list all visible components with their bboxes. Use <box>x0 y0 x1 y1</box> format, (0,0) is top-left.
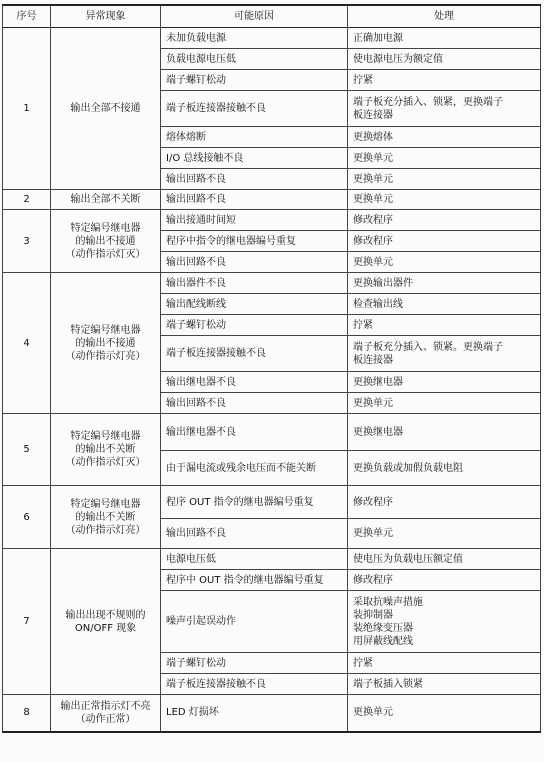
action-line: 修改程序 <box>353 214 393 226</box>
action-line: 更换单元 <box>353 528 393 539</box>
row-number-cell <box>3 549 51 695</box>
action-cell <box>348 570 541 591</box>
action-cell <box>348 273 541 294</box>
row-number-cell <box>3 695 51 732</box>
cause-text: I/O 总线接触不良 <box>166 152 244 164</box>
symptom-cell <box>51 695 161 732</box>
cause-text: 程序中指令的继电器编号重复 <box>166 235 296 247</box>
action-cell <box>348 91 541 127</box>
cause-text: 程序 OUT 指令的继电器编号重复 <box>166 496 314 508</box>
cause-text: 熔体熔断 <box>166 131 206 143</box>
table-row <box>3 273 541 294</box>
symptom-cell <box>51 273 161 414</box>
cause-text: LED 灯损坏 <box>166 707 219 719</box>
action-cell <box>348 674 541 695</box>
action-cell <box>348 393 541 414</box>
cause-cell <box>161 148 348 169</box>
symptom-line: 的输出不关断 <box>75 511 136 523</box>
action-cell <box>348 519 541 549</box>
row-number: 7 <box>23 616 30 627</box>
cause-text: 端子螺钉松动 <box>166 319 226 331</box>
symptom-line: （动作指示灯灭） <box>65 457 146 468</box>
row-number: 2 <box>23 194 30 205</box>
action-cell <box>348 695 541 732</box>
action-line: 更换输出器件 <box>353 277 413 289</box>
cause-cell <box>161 315 348 336</box>
action-cell <box>348 549 541 570</box>
action-line: 更换单元 <box>353 152 393 164</box>
row-number: 3 <box>23 235 30 247</box>
cause-text: 输出继电器不良 <box>166 376 236 388</box>
cause-text: 输出回路不良 <box>166 256 226 268</box>
cause-text: 未加负载电源 <box>166 32 226 44</box>
action-line: 使电压为负载电压额定值 <box>353 553 463 565</box>
action-line: 端子板插入锁紧 <box>353 678 423 690</box>
action-line: 更换单元 <box>353 194 393 205</box>
symptom-line: 特定编号继电器 <box>70 431 141 442</box>
action-line: 拧紧 <box>353 657 373 669</box>
row-number: 1 <box>23 103 30 114</box>
action-line: 拧紧 <box>353 319 373 331</box>
cause-text: 输出回路不良 <box>166 528 226 539</box>
action-cell <box>348 372 541 393</box>
action-cell <box>348 591 541 653</box>
symptom-line: （动作指示灯亮） <box>65 524 146 536</box>
action-line: 拧紧 <box>353 74 373 86</box>
symptom-line: ON/OFF 现象 <box>74 622 137 634</box>
symptom-line: （动作指示灯亮） <box>65 350 146 362</box>
cause-text: 输出配线断线 <box>166 298 226 310</box>
cause-cell <box>161 28 348 49</box>
action-line: 修改程序 <box>353 574 393 586</box>
row-number: 4 <box>23 337 30 349</box>
header-action: 处理 <box>348 5 541 28</box>
row-number: 8 <box>23 707 30 719</box>
action-line: 更换单元 <box>353 397 393 409</box>
header-number: 序号 <box>3 5 51 28</box>
row-number-cell <box>3 210 51 273</box>
action-cell <box>348 70 541 91</box>
action-line: 更换单元 <box>353 256 393 268</box>
table-body <box>3 28 541 732</box>
cause-cell <box>161 336 348 372</box>
cause-cell <box>161 127 348 148</box>
action-line: 更换单元 <box>353 173 393 185</box>
cause-cell <box>161 372 348 393</box>
action-line: 更换继电器 <box>353 426 403 438</box>
cause-cell <box>161 570 348 591</box>
action-line: 正确加电源 <box>353 32 403 44</box>
row-number: 5 <box>23 444 30 455</box>
cause-text: 输出继电器不良 <box>166 426 236 438</box>
action-cell <box>348 28 541 49</box>
row-number: 6 <box>23 511 30 523</box>
action-line: 装抑制器 <box>353 609 393 621</box>
table-row <box>3 549 541 570</box>
action-line: 修改程序 <box>353 496 393 508</box>
cause-text: 程序中 OUT 指令的继电器编号重复 <box>166 574 324 586</box>
symptom-cell <box>51 486 161 549</box>
table-row <box>3 210 541 231</box>
cause-text: 电源电压低 <box>166 553 216 565</box>
table-row <box>3 695 541 732</box>
action-cell <box>348 294 541 315</box>
symptom-line: （动作正常） <box>75 713 136 725</box>
cause-text: 输出器件不良 <box>166 277 226 289</box>
cause-cell <box>161 210 348 231</box>
cause-cell <box>161 486 348 519</box>
cause-cell <box>161 519 348 549</box>
cause-text: 输出接通时间短 <box>166 214 236 226</box>
symptom-line: 输出全部不关断 <box>70 194 141 205</box>
troubleshooting-table <box>2 4 541 733</box>
action-line: 板连接器 <box>353 354 393 366</box>
table-row <box>3 190 541 210</box>
action-line: 端子板充分插入、锁紧。更换端子 <box>353 341 503 353</box>
cause-cell <box>161 414 348 451</box>
cause-text: 噪声引起误动作 <box>166 616 236 627</box>
table-row <box>3 414 541 451</box>
action-cell <box>348 336 541 372</box>
cause-text: 端子板连接器接触不良 <box>166 348 266 359</box>
cause-text: 端子板连接器接触不良 <box>166 103 266 114</box>
row-number-cell <box>3 28 51 190</box>
symptom-line: 的输出不接通 <box>75 337 136 349</box>
action-line: 端子板充分插入、锁紧，更换端子 <box>353 96 503 108</box>
cause-cell <box>161 49 348 70</box>
row-number-cell <box>3 414 51 486</box>
table-row <box>3 28 541 49</box>
cause-cell <box>161 549 348 570</box>
cause-cell <box>161 451 348 486</box>
symptom-cell <box>51 414 161 486</box>
cause-cell <box>161 70 348 91</box>
action-cell <box>348 148 541 169</box>
action-line: 板连接器 <box>353 109 393 121</box>
row-number-cell <box>3 273 51 414</box>
header-cause: 可能原因 <box>161 5 348 28</box>
symptom-line: 输出正常指示灯不亮 <box>60 700 151 712</box>
row-number-cell <box>3 190 51 210</box>
cause-text: 由于漏电流或残余电压而不能关断 <box>166 462 316 474</box>
symptom-line: 的输出不关断 <box>75 444 136 455</box>
cause-cell <box>161 294 348 315</box>
cause-cell <box>161 91 348 127</box>
action-cell <box>348 210 541 231</box>
action-line: 修改程序 <box>353 235 393 247</box>
action-line: 更换单元 <box>353 707 393 719</box>
action-cell <box>348 315 541 336</box>
cause-cell <box>161 190 348 210</box>
action-cell <box>348 169 541 190</box>
cause-cell <box>161 393 348 414</box>
symptom-cell <box>51 28 161 190</box>
cause-cell <box>161 273 348 294</box>
action-cell <box>348 231 541 252</box>
cause-cell <box>161 591 348 653</box>
action-cell <box>348 653 541 674</box>
action-cell <box>348 486 541 519</box>
cause-text: 端子螺钉松动 <box>166 74 226 86</box>
cause-cell <box>161 674 348 695</box>
cause-cell <box>161 695 348 732</box>
cause-text: 端子板连接器接触不良 <box>166 678 266 690</box>
table-row <box>3 486 541 519</box>
cause-text: 输出回路不良 <box>166 194 226 205</box>
cause-text: 负载电源电压低 <box>166 53 236 65</box>
cause-text: 输出回路不良 <box>166 397 226 409</box>
cause-cell <box>161 252 348 273</box>
header-symptom: 异常现象 <box>51 5 161 28</box>
cause-cell <box>161 653 348 674</box>
cause-text: 端子螺钉松动 <box>166 657 226 669</box>
symptom-cell <box>51 549 161 695</box>
header-row <box>3 5 541 28</box>
action-cell <box>348 49 541 70</box>
symptom-line: 特定编号继电器 <box>70 324 141 336</box>
cause-cell <box>161 169 348 190</box>
action-cell <box>348 190 541 210</box>
symptom-line: （动作指示灯灭） <box>65 248 146 260</box>
symptom-line: 输出全部不接通 <box>70 103 141 114</box>
action-line: 采取抗噪声措施 <box>353 596 423 608</box>
action-line: 检查输出线 <box>353 298 403 310</box>
action-line: 更换负载或加假负载电阻 <box>353 462 463 474</box>
symptom-cell <box>51 210 161 273</box>
symptom-line: 的输出不接通 <box>75 235 136 247</box>
row-number-cell <box>3 486 51 549</box>
cause-text: 输出回路不良 <box>166 173 226 185</box>
action-line: 更换熔体 <box>353 131 393 143</box>
action-cell <box>348 451 541 486</box>
action-line: 使电源电压为额定值 <box>353 53 443 65</box>
cause-cell <box>161 231 348 252</box>
symptom-line: 输出出现不规则的 <box>65 609 146 621</box>
action-cell <box>348 252 541 273</box>
action-line: 装绝缘变压器 <box>353 622 413 634</box>
symptom-cell <box>51 190 161 210</box>
symptom-line: 特定编号继电器 <box>70 498 141 510</box>
symptom-line: 特定编号继电器 <box>70 222 141 234</box>
action-cell <box>348 414 541 451</box>
action-line: 用屏蔽线配线 <box>353 635 413 647</box>
action-cell <box>348 127 541 148</box>
action-line: 更换继电器 <box>353 376 403 388</box>
